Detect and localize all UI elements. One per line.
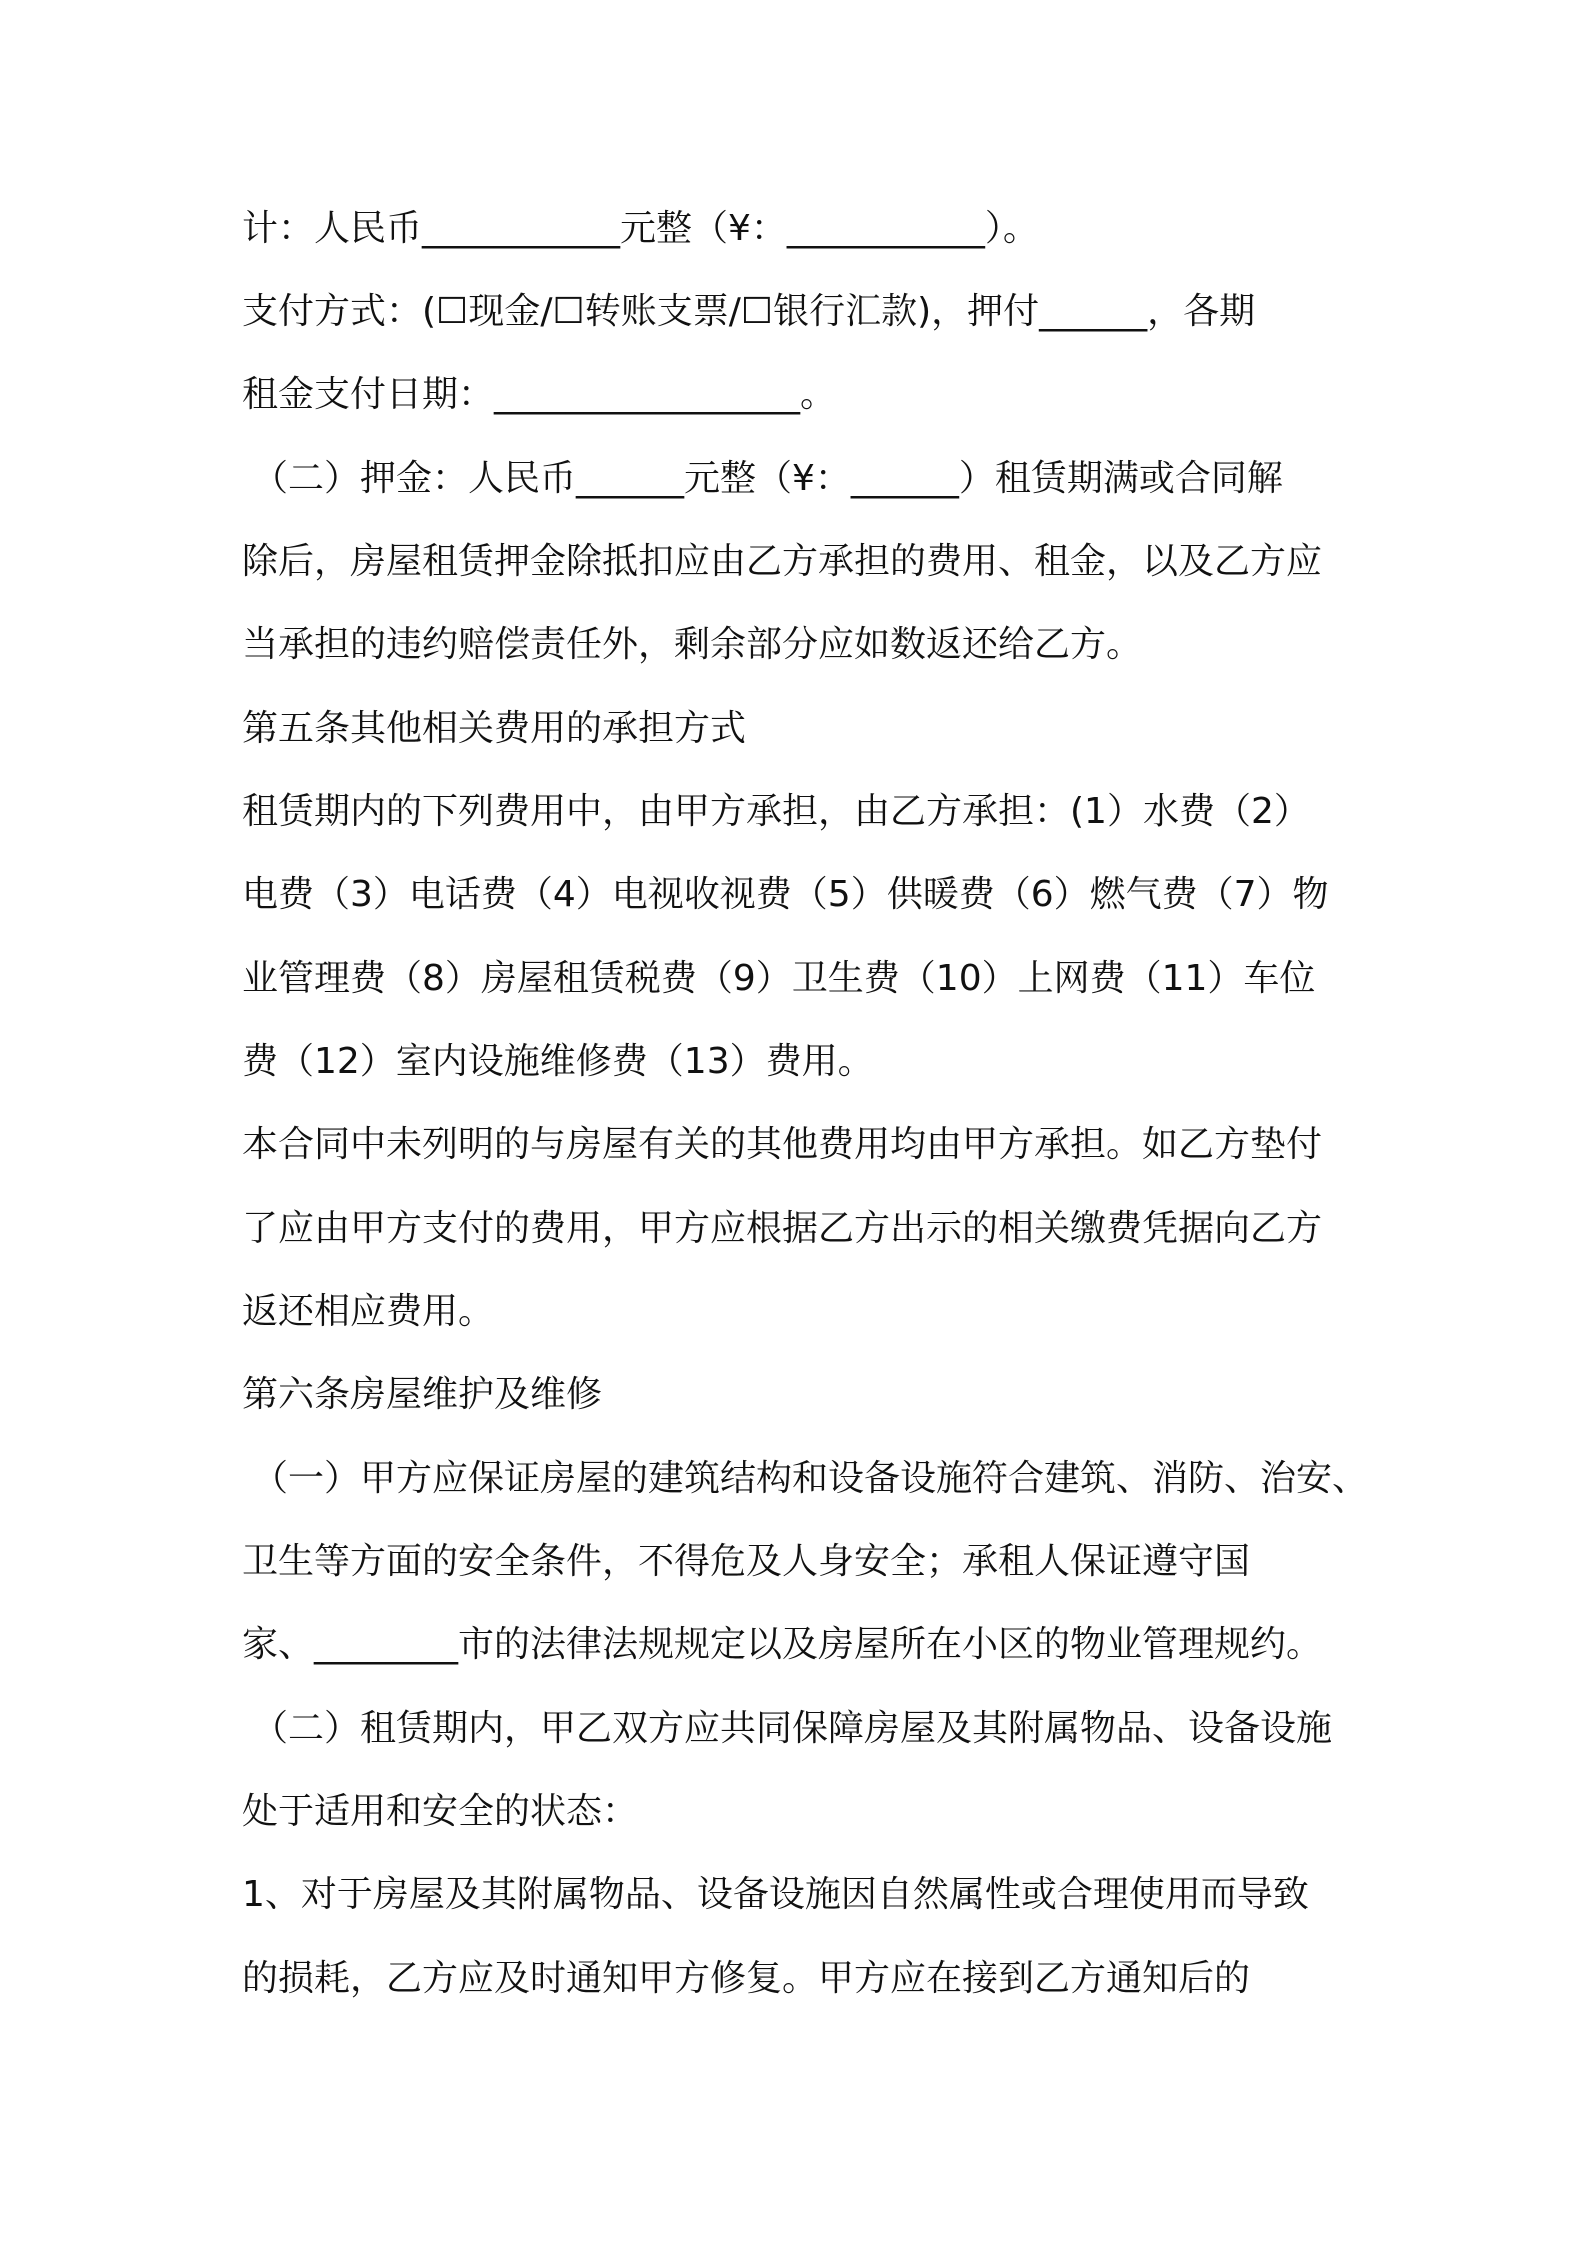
text-line: （二）押金：人民币______元整（¥：______）租赁期满或合同解 <box>252 458 1283 499</box>
text-line: 1、对于房屋及其附属物品、设备设施因自然属性或合理使用而导致 <box>242 1874 1309 1915</box>
text-line: 计：人民币___________元整（¥：___________）。 <box>242 208 1039 249</box>
text-line: 处于适用和安全的状态： <box>242 1791 639 1832</box>
text-line: 业管理费（8）房屋租赁税费（9）卫生费（10）上网费（11）车位 <box>242 958 1316 999</box>
text-line: 除后，房屋租赁押金除抵扣应由乙方承担的费用、租金，以及乙方应 <box>242 541 1323 582</box>
text-line: 家、________市的法律法规规定以及房屋所在小区的物业管理规约。 <box>242 1624 1323 1665</box>
text-line: 的损耗，乙方应及时通知甲方修复。甲方应在接到乙方通知后的 <box>242 1958 1251 1999</box>
text-line: 支付方式：(☐现金/☐转账支票/☐银行汇款)，押付______，各期 <box>242 291 1256 332</box>
text-line: （一）甲方应保证房屋的建筑结构和设备设施符合建筑、消防、治安、 <box>252 1458 1369 1499</box>
text-line: 租金支付日期：_________________。 <box>242 374 837 415</box>
text-line: 卫生等方面的安全条件，不得危及人身安全；承租人保证遵守国 <box>242 1541 1251 1582</box>
section-heading: 第五条其他相关费用的承担方式 <box>242 708 747 749</box>
section-heading: 第六条房屋维护及维修 <box>242 1374 603 1415</box>
text-line: 了应由甲方支付的费用，甲方应根据乙方出示的相关缴费凭据向乙方 <box>242 1208 1323 1249</box>
text-line: 返还相应费用。 <box>242 1291 495 1332</box>
text-line: 费（12）室内设施维修费（13）费用。 <box>242 1041 874 1082</box>
text-line: 本合同中未列明的与房屋有关的其他费用均由甲方承担。如乙方垫付 <box>242 1124 1323 1165</box>
text-line: 电费（3）电话费（4）电视收视费（5）供暖费（6）燃气费（7）物 <box>242 874 1329 915</box>
text-line: 当承担的违约赔偿责任外，剩余部分应如数返还给乙方。 <box>242 624 1143 665</box>
text-line: （二）租赁期内，甲乙双方应共同保障房屋及其附属物品、设备设施 <box>252 1708 1333 1749</box>
text-line: 租赁期内的下列费用中，由甲方承担，由乙方承担：(1）水费（2） <box>242 791 1310 832</box>
